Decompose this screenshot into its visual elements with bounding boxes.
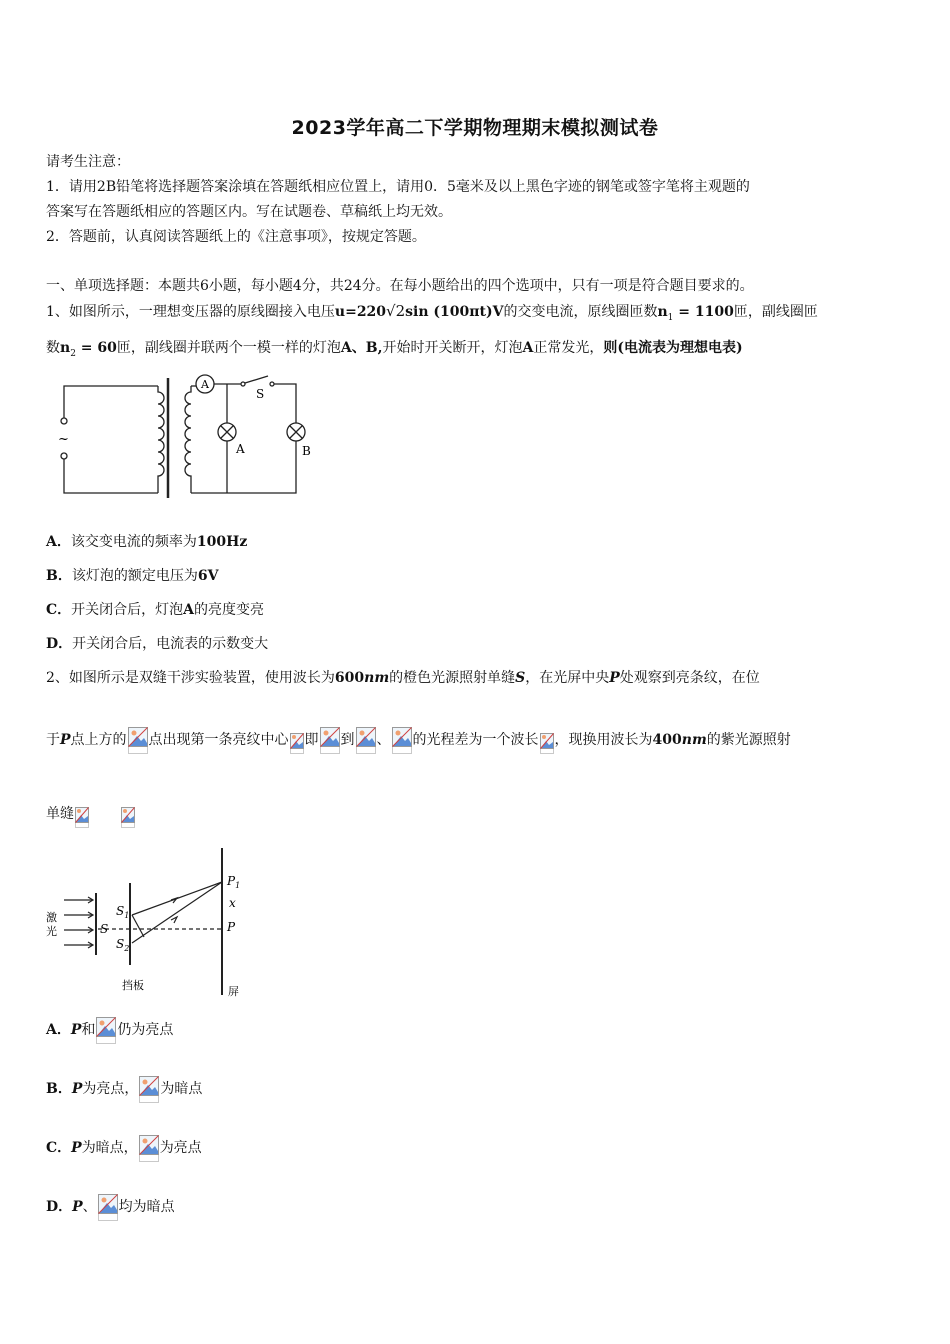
lamp-a-label: A — [236, 442, 245, 456]
broken-image-icon — [96, 1019, 116, 1044]
q1-voltage: u=220 — [334, 304, 387, 320]
q2-text: 即 — [304, 732, 319, 748]
q1-sin: sin (100πt)V — [405, 304, 504, 320]
q2-text: 点上方的 — [70, 732, 127, 748]
q1-text: 开始时开关断开，灯泡 — [382, 340, 523, 356]
q2-wavelength: 600 — [334, 670, 365, 686]
page-title: 2023学年高二下学期物理期末模拟测试卷 — [291, 117, 659, 139]
q2-unit: nm — [681, 732, 707, 748]
option-label: B． — [46, 1081, 72, 1097]
q1-n2-sub: 2 — [70, 348, 76, 359]
branch-b-top — [274, 384, 296, 423]
ac-source-symbol: ~ — [58, 432, 69, 447]
q2-text: 处观察到亮条纹，在位 — [619, 670, 760, 686]
q2-text: 于 — [46, 732, 60, 748]
terminal-top — [61, 418, 67, 424]
option-label: C． — [46, 1140, 72, 1156]
slit-s-label: S — [100, 922, 109, 936]
q1-n1-value: = 1100 — [673, 304, 734, 320]
option-text: 为暗点， — [81, 1140, 138, 1156]
transformer-circuit-figure — [46, 368, 326, 503]
q1-text: 匝，副线圈匝 — [733, 304, 818, 320]
q1-lamp-a: A — [522, 340, 534, 356]
q2-option-a — [46, 1016, 173, 1044]
q1-text: 的交变电流，原线圈匝数 — [503, 304, 658, 320]
q2-text: ，在光屏中央 — [525, 670, 610, 686]
broken-image-icon — [139, 1137, 159, 1162]
option-text: 仍为亮点 — [117, 1022, 174, 1038]
option-text: 该交变电流的频率为 — [70, 534, 197, 550]
path-difference-mark — [132, 915, 144, 937]
primary-wire-top — [64, 386, 158, 418]
q1-sqrt: √2 — [386, 302, 406, 320]
switch-contact-right — [270, 382, 274, 386]
ray-s2-p1 — [132, 882, 222, 943]
broken-image-icon — [290, 735, 304, 754]
notice-item-1-line-1: 1．请用2B铅笔将选择题答案涂填在答题纸相应位置上，请用0．5毫米及以上黑色字迹的钢笔或签字笔将主观题的 — [46, 179, 750, 195]
option-text: 该灯泡的额定电压为 — [71, 568, 198, 584]
option-point-p: P — [71, 1140, 82, 1156]
notice-item-2: 2．答题前，认真阅读答题纸上的《注意事项》，按规定答题。 — [46, 229, 426, 245]
q1-option-b — [46, 566, 218, 586]
q1-n1: n — [657, 304, 668, 320]
lamp-b-label: B — [302, 444, 311, 458]
slit-s2-label: $S_2$ — [116, 937, 130, 953]
broken-image-icon — [139, 1078, 159, 1103]
broken-image-icon — [392, 729, 412, 754]
option-label: D． — [46, 636, 73, 652]
broken-image-icon — [356, 729, 376, 754]
notice-item-1-line-2: 答案写在答题纸相应的答题区内。写在试题卷、草稿纸上均无效。 — [46, 204, 452, 220]
option-text: 开关闭合后，电流表的示数变大 — [72, 636, 269, 652]
q2-text: 、 — [376, 732, 391, 748]
q1-ammeter-note: 则(电流表为理想电表) — [603, 340, 743, 356]
laser-arrows — [64, 900, 92, 945]
question-1-line-1 — [46, 301, 818, 328]
q2-text: 点出现第一条亮纹中心 — [148, 732, 289, 748]
option-value: 100Hz — [196, 534, 248, 550]
option-label: C． — [46, 602, 72, 618]
q2-point-p: P — [609, 670, 620, 686]
switch-blade — [245, 376, 268, 383]
broken-image-icon — [121, 809, 135, 828]
q1-text: 数 — [46, 340, 60, 356]
slit-s1-label: $S_1$ — [116, 904, 130, 920]
notice-heading: 请考生注意： — [46, 154, 130, 170]
option-label: A． — [46, 534, 71, 550]
q2-text: 的橙色光源照射单缝 — [389, 670, 516, 686]
broken-image-icon — [98, 1196, 118, 1221]
option-label: A． — [46, 1022, 71, 1038]
switch-label: S — [256, 387, 265, 401]
terminal-bottom — [61, 453, 67, 459]
section-1-heading: 一、单项选择题：本题共6小题，每小题4分，共24分。在每小题给出的四个选项中，只有一项是符合题目要求的。 — [46, 278, 754, 294]
q1-n2-value: = 60 — [75, 340, 117, 356]
option-text: 为亮点 — [159, 1140, 202, 1156]
question-2-line-1 — [46, 668, 760, 688]
option-value: A — [183, 602, 195, 618]
primary-wire-bottom — [64, 458, 158, 493]
q1-option-d — [46, 634, 268, 654]
broken-image-icon — [128, 729, 148, 754]
laser-label-top: 激 — [46, 911, 57, 924]
board-label: 挡板 — [122, 979, 144, 992]
secondary-coil — [185, 386, 191, 493]
q2-slit: S — [515, 670, 526, 686]
option-text: 为亮点， — [82, 1081, 139, 1097]
q2-option-d — [46, 1193, 175, 1221]
q2-option-c — [46, 1134, 202, 1162]
q1-text: 匝，副线圈并联两个一模一样的灯泡 — [116, 340, 341, 356]
q2-point-p: P — [60, 732, 71, 748]
arrow-heads — [88, 897, 93, 948]
q2-text: 2、如图所示是双缝干涉实验装置，使用波长为 — [46, 670, 335, 686]
option-text: 和 — [81, 1022, 96, 1038]
q1-lamps: A、B, — [340, 340, 383, 356]
q2-text: 的光程差为一个波长 — [412, 732, 539, 748]
p-label: P — [227, 920, 236, 934]
ammeter-label: A — [201, 378, 209, 391]
q2-option-b — [46, 1075, 202, 1103]
switch-contact-left — [241, 382, 245, 386]
option-value: 6V — [197, 568, 219, 584]
option-label: B． — [46, 568, 72, 584]
question-2-line-3 — [46, 800, 136, 828]
ray-arrow-2 — [171, 917, 177, 923]
option-point-p: P — [72, 1199, 83, 1215]
q1-text: 1、如图所示，一理想变压器的原线圈接入电压 — [46, 304, 335, 320]
q1-n1-sub: 1 — [667, 312, 674, 323]
q1-option-a — [46, 532, 247, 552]
primary-coil — [158, 386, 164, 493]
option-text: 为暗点 — [160, 1081, 203, 1097]
laser-label-bottom: 光 — [46, 925, 57, 938]
option-label: D． — [46, 1199, 73, 1215]
q1-option-c — [46, 600, 264, 620]
option-point-p: P — [70, 1022, 82, 1038]
option-text: 的亮度变亮 — [194, 602, 265, 618]
q2-unit: nm — [364, 670, 390, 686]
option-text: 开关闭合后，灯泡 — [71, 602, 184, 618]
q1-text: 正常发光， — [533, 340, 604, 356]
q2-text: 单缝 — [46, 806, 74, 822]
option-text: 、 — [82, 1199, 97, 1215]
double-slit-figure — [46, 845, 256, 1005]
option-text: 均为暗点 — [118, 1199, 175, 1215]
screen-label: 屏 — [228, 985, 239, 998]
broken-image-icon — [75, 809, 89, 828]
x-label: x — [229, 896, 236, 910]
p1-label: $P_1$ — [227, 874, 241, 890]
q2-wavelength-2: 400 — [652, 732, 682, 748]
question-2-line-2 — [46, 726, 791, 754]
q2-text: 的紫光源照射 — [706, 732, 791, 748]
broken-image-icon — [540, 735, 554, 754]
option-point-p: P — [71, 1081, 83, 1097]
q2-text: ，现换用波长为 — [554, 732, 653, 748]
q1-n2: n — [60, 340, 71, 356]
q2-text: 到 — [340, 732, 355, 748]
question-1-line-2 — [46, 338, 743, 364]
broken-image-icon — [320, 729, 340, 754]
